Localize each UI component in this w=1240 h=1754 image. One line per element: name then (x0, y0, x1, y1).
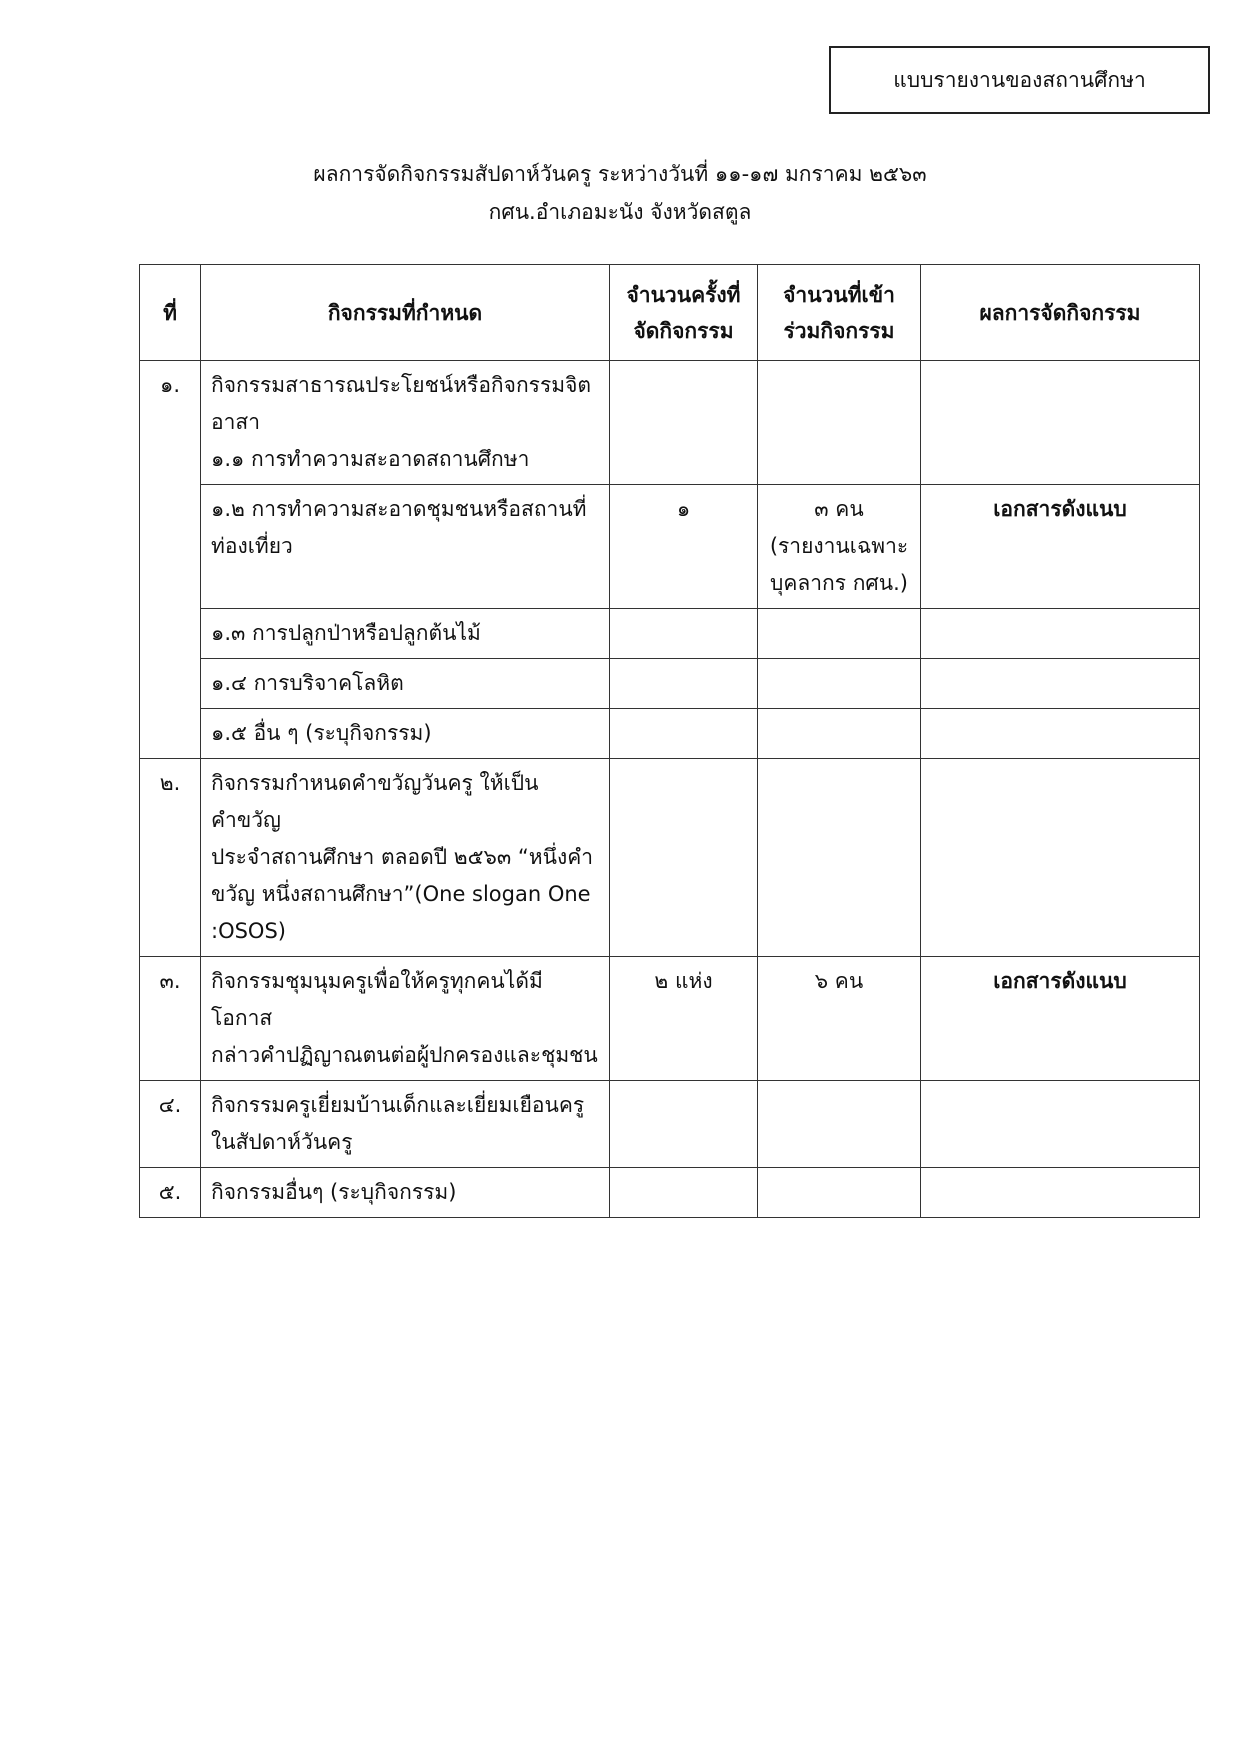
row-3-line1: กิจกรรมชุมนุมครูเพื่อให้ครูทุกคนได้มีโอกาส (211, 969, 543, 1030)
row-1-5-result (921, 709, 1200, 759)
row-5-participants (758, 1168, 921, 1218)
table-row (140, 709, 1200, 759)
row-1-2-participants-line1: ๓ คน (814, 497, 864, 521)
header-participants (758, 265, 921, 361)
row-3-result: เอกสารดังแนบ (921, 957, 1200, 1081)
table-row (140, 485, 1200, 609)
table-row (140, 759, 1200, 957)
row-1-result (921, 361, 1200, 485)
activity-report-table (139, 264, 1200, 1218)
row-1-3-result (921, 609, 1200, 659)
row-3-activity (201, 957, 610, 1081)
row-2-count (610, 759, 758, 957)
row-1-no: ๑. (140, 361, 201, 759)
report-title: ผลการจัดกิจกรรมสัปดาห์วันครู ระหว่างวันที่ ๑๑-๑๗ มกราคม ๒๕๖๓ (313, 162, 927, 186)
header-participants-line1: จำนวนที่เข้า (783, 282, 895, 307)
row-2-result (921, 759, 1200, 957)
row-1-line2: อาสา (211, 410, 261, 434)
header-count-line2: จัดกิจกรรม (633, 318, 734, 343)
header-count-line1: จำนวนครั้งที่ (626, 282, 741, 307)
table-row (140, 609, 1200, 659)
row-4-participants (758, 1081, 921, 1168)
row-1-count (610, 361, 758, 485)
row-3-count: ๒ แห่ง (610, 957, 758, 1081)
row-1-line1: กิจกรรมสาธารณประโยชน์หรือกิจกรรมจิต (211, 373, 592, 397)
row-1-line3: ๑.๑ การทำความสะอาดสถานศึกษา (211, 447, 530, 471)
row-4-line1: กิจกรรมครูเยี่ยมบ้านเด็กและเยี่ยมเยือนครู (211, 1093, 585, 1117)
row-4-count (610, 1081, 758, 1168)
form-type-label: แบบรายงานของสถานศึกษา (893, 67, 1146, 92)
row-1-2-count: ๑ (610, 485, 758, 609)
row-2-no: ๒. (140, 759, 201, 957)
row-1-2-participants (758, 485, 921, 609)
row-5-activity: กิจกรรมอื่นๆ (ระบุกิจกรรม) (201, 1168, 610, 1218)
row-4-line2: ในสัปดาห์วันครู (211, 1130, 353, 1154)
row-2-line3: ขวัญ หนึ่งสถานศึกษา”(One slogan One (211, 882, 591, 906)
row-1-2-result: เอกสารดังแนบ (921, 485, 1200, 609)
row-1-4-participants (758, 659, 921, 709)
row-2-line1: กิจกรรมกำหนดคำขวัญวันครู ให้เป็นคำขวัญ (211, 771, 539, 832)
row-5-count (610, 1168, 758, 1218)
row-1-2-participants-line2: (รายงานเฉพาะ (769, 534, 909, 558)
row-1-4-activity: ๑.๔ การบริจาคโลหิต (201, 659, 610, 709)
header-participants-line2: ร่วมกิจกรรม (783, 318, 895, 343)
header-activity: กิจกรรมที่กำหนด (201, 265, 610, 361)
table-header-row (140, 265, 1200, 361)
row-1-5-participants (758, 709, 921, 759)
row-3-no: ๓. (140, 957, 201, 1081)
table-row (140, 659, 1200, 709)
row-1-2-line1: ๑.๒ การทำความสะอาดชุมชนหรือสถานที่ (211, 497, 587, 521)
form-type-box (829, 46, 1210, 114)
table-row (140, 361, 1200, 485)
row-4-result (921, 1081, 1200, 1168)
row-3-line2: กล่าวคำปฏิญาณตนต่อผู้ปกครองและชุมชน (211, 1043, 598, 1067)
row-1-2-activity (201, 485, 610, 609)
row-4-no: ๔. (140, 1081, 201, 1168)
row-2-line4: :OSOS) (211, 919, 286, 943)
row-1-participants (758, 361, 921, 485)
row-1-4-count (610, 659, 758, 709)
row-2-line2: ประจำสถานศึกษา ตลอดปี ๒๕๖๓ “หนึ่งคำ (211, 845, 594, 869)
row-1-2-participants-line3: บุคลากร กศน.) (770, 571, 908, 595)
header-count (610, 265, 758, 361)
header-result: ผลการจัดกิจกรรม (921, 265, 1200, 361)
row-4-activity (201, 1081, 610, 1168)
row-1-activity (201, 361, 610, 485)
row-1-5-activity: ๑.๕ อื่น ๆ (ระบุกิจกรรม) (201, 709, 610, 759)
row-1-2-line2: ท่องเที่ยว (211, 534, 293, 558)
row-2-activity (201, 759, 610, 957)
row-3-participants: ๖ คน (758, 957, 921, 1081)
table-row (140, 1168, 1200, 1218)
row-5-no: ๕. (140, 1168, 201, 1218)
row-1-3-count (610, 609, 758, 659)
report-subtitle: กศน.อำเภอมะนัง จังหวัดสตูล (488, 200, 752, 224)
row-1-4-result (921, 659, 1200, 709)
table-row (140, 957, 1200, 1081)
header-no: ที่ (140, 265, 201, 361)
row-5-result (921, 1168, 1200, 1218)
row-2-participants (758, 759, 921, 957)
row-1-3-participants (758, 609, 921, 659)
table-row (140, 1081, 1200, 1168)
row-1-3-activity: ๑.๓ การปลูกป่าหรือปลูกต้นไม้ (201, 609, 610, 659)
row-1-5-count (610, 709, 758, 759)
